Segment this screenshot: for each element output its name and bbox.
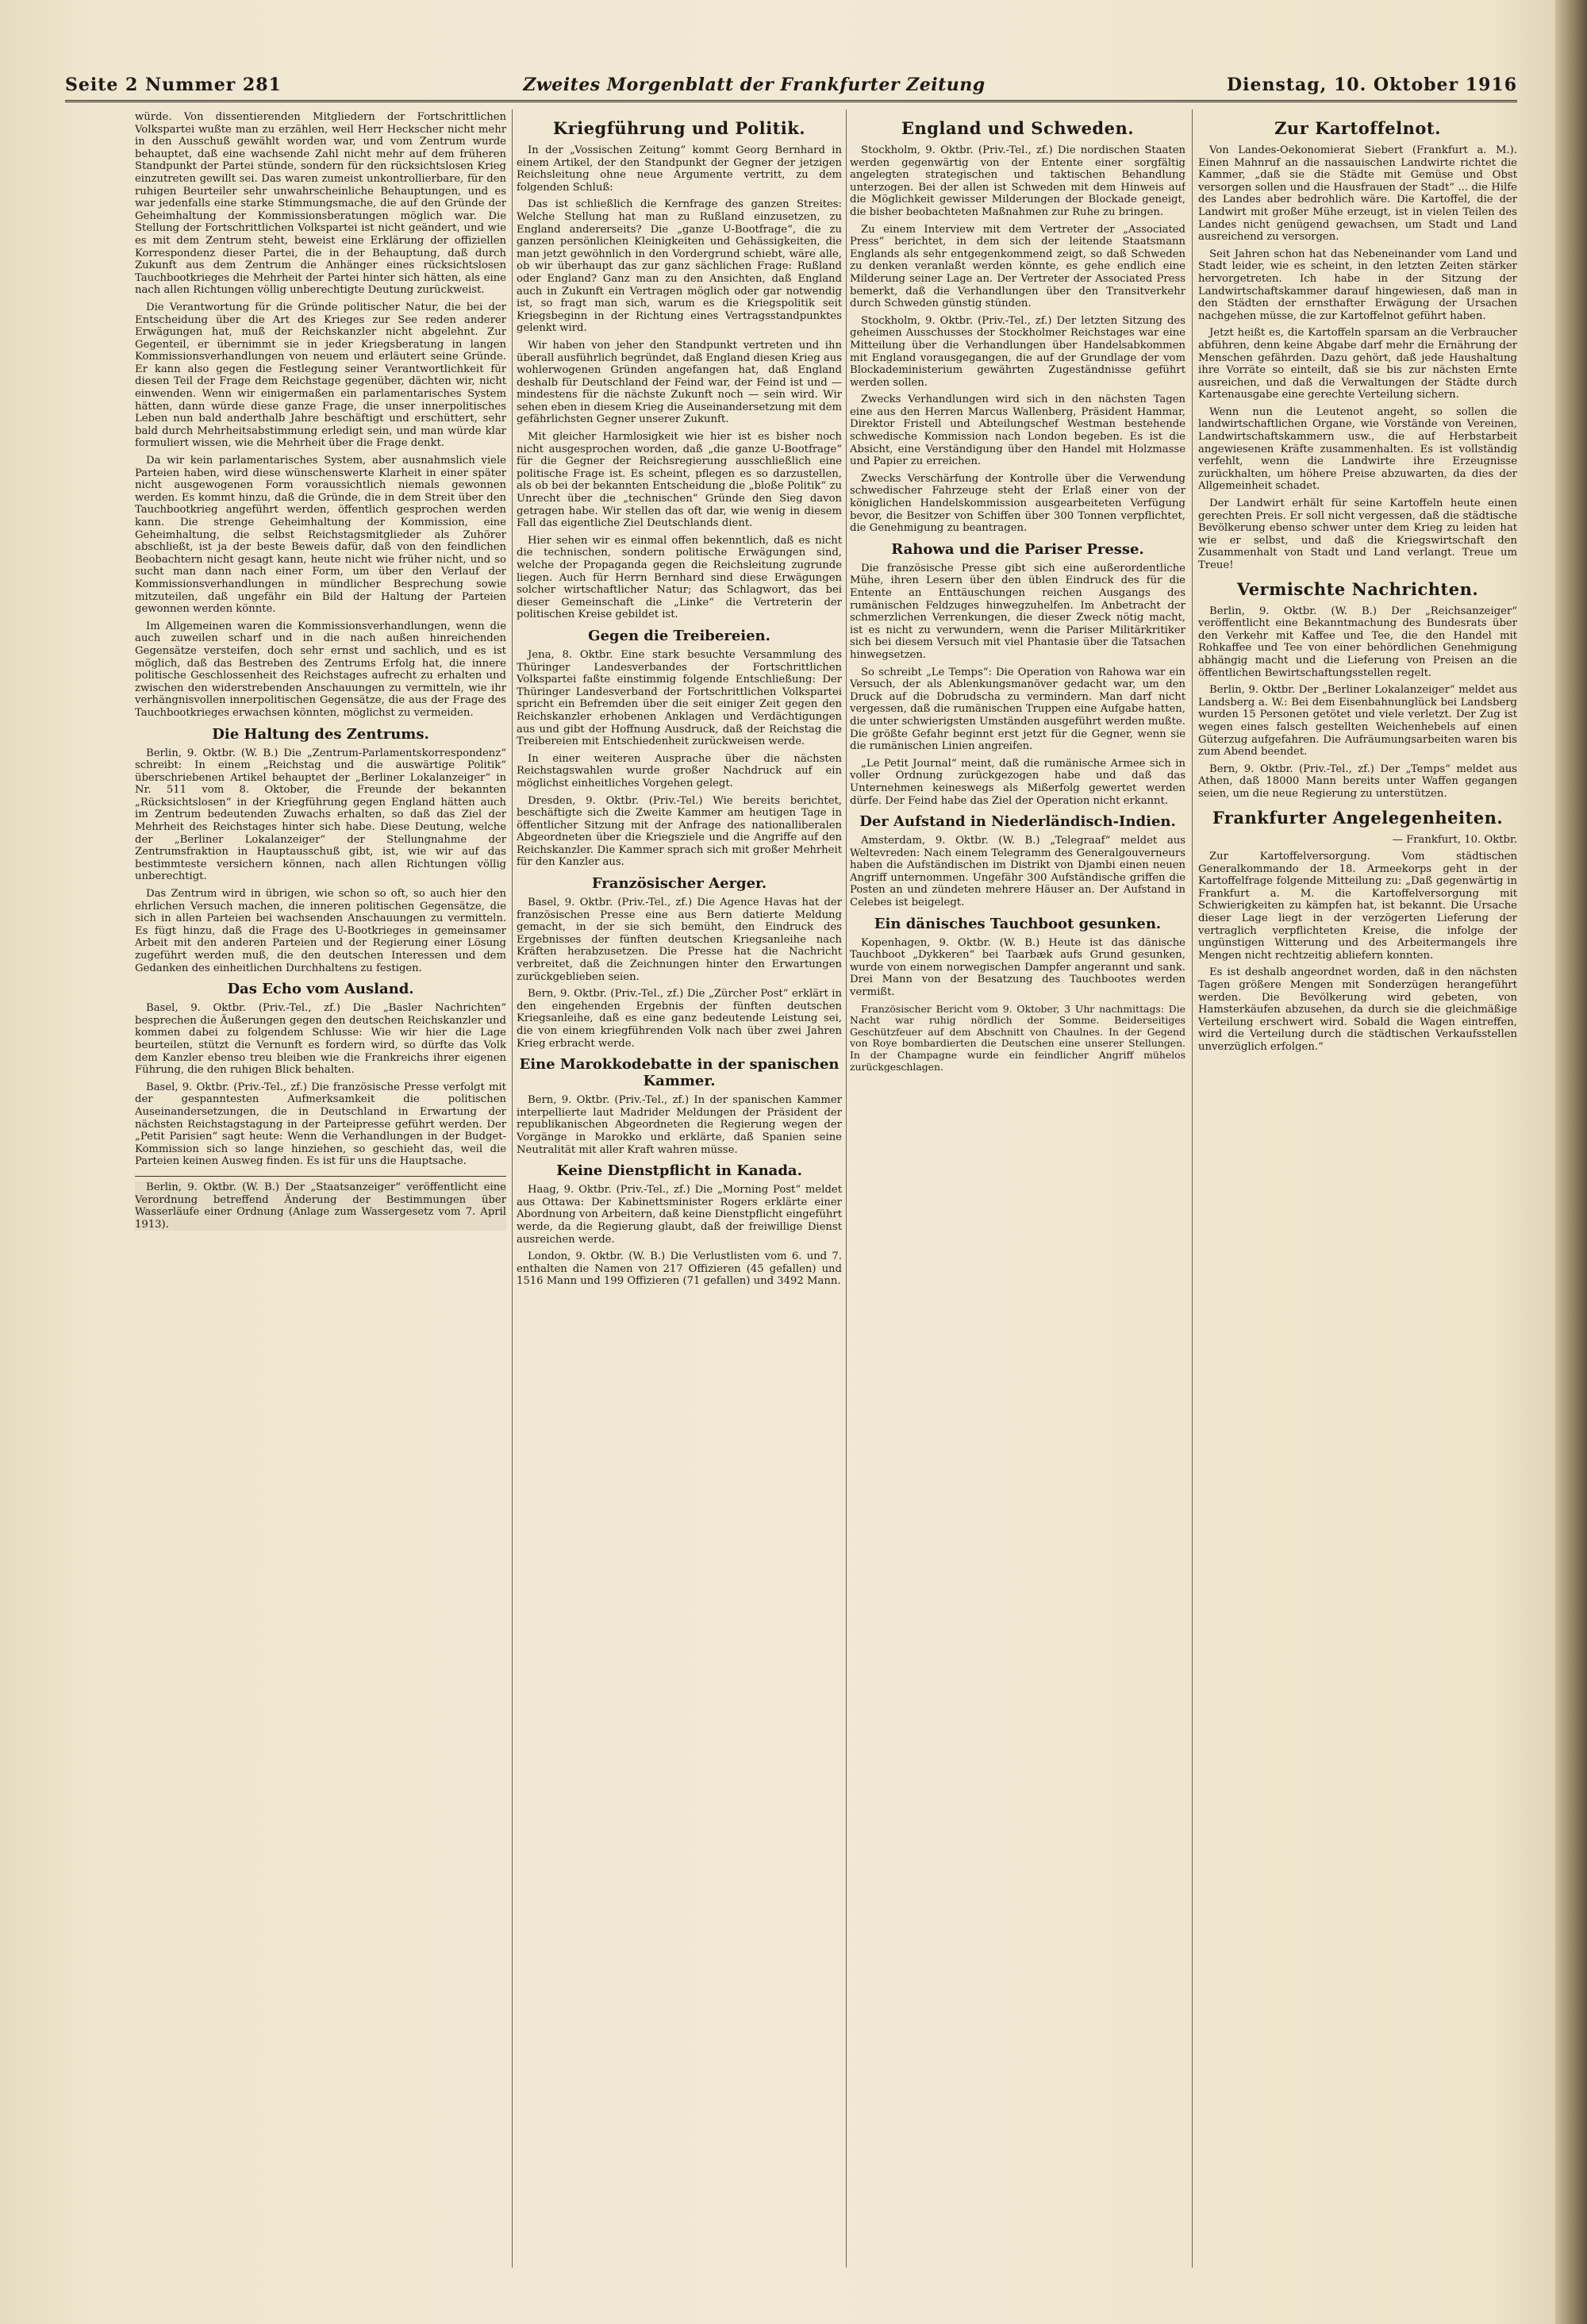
article-headline: Kriegführung und Politik. <box>552 118 806 138</box>
article-paragraph: Stockholm, 9. Oktbr. (Priv.-Tel., zf.) Die nordischen Staaten werden gegenwärtig von der Entente einer sorgfältig angelegten strategischen und taktischen Behandlung unterzogen. Bei der allen ist Schweden mit dem Hinweis auf die Möglichkeit gewisser Milderungen der Blockade geneigt, die bisher beobachteten Maßnahmen zur Ruhe zu bringen. <box>850 144 1185 218</box>
column-1 <box>135 111 506 2269</box>
article-paragraph: Wir haben von jeher den Standpunkt vertreten und ihn überall ausführlich begründet, daß England diesen Krieg aus wohlerwogenen Gründen angefangen hat, daß England deshalb für Deutschland der Feind war, der Feind ist und — mindestens für die nächste Zukunft noch — sein wird. Wir sehen eben in diesem Krieg die Auseinandersetzung mit dem gefährlichsten Gegner unserer Zukunft. <box>517 339 842 426</box>
article-paragraph: Hier sehen wir es einmal offen bekenntlich, daß es nicht die technischen, sondern politische Erwägungen sind, welche der Propaganda gegen die Reichsleitung zugrunde liegen. Auch für Herrn Bernhard sind diese Erwägungen solcher wirtschaftlicher Natur; das Schlagwort, das bei dieser Gemeinschaft die „Linke“ die Vertreterin der politischen Kreise gebildet ist. <box>517 534 842 621</box>
article-paragraph: Dresden, 9. Oktbr. (Priv.-Tel.) Wie bereits berichtet, beschäftigte sich die Zweite Kammer am heutigen Tage in öffentlicher Sitzung mit der Anfrage des nationalliberalen Abgeordneten über die Kriegsziele und die Angriffe auf den Reichskanzler. Die Kammer sprach sich mit großer Mehrheit für den Kanzler aus. <box>517 794 842 869</box>
article-paragraph: So schreibt „Le Temps“: Die Operation von Rahowa war ein Versuch, der als Ablenkungsmanöver gedacht war, um den Druck auf die Dobrudscha zu vermindern. Man darf nicht vergessen, daß die rumänischen Truppen eine Aufgabe hatten, die unter schwierigsten Umständen ausgeführt werden mußte. Die größte Gefahr beginnt erst jetzt für die Gegner, wenn sie die rumänischen Linien angreifen. <box>850 666 1185 753</box>
section-heading: Rahowa und die Pariser Presse. <box>891 540 1144 558</box>
article-paragraph: In der „Vossischen Zeitung“ kommt Georg Bernhard in einem Artikel, der den Standpunkt der Gegner der jetzigen Reichsleitung ohne neue Argumente vertritt, zu dem folgenden Schluß: <box>517 144 842 194</box>
article-paragraph: Das Zentrum wird in übrigen, wie schon so oft, so auch hier den ehrlichen Versuch machen, die inneren politischen Gegensätze, die sich in allen Parteien bei wachsenden Anschauungen zu vermitteln. Es fügt hinzu, daß die Frage des U-Bootkrieges in gemeinsamer Arbeit mit den anderen Parteien und der Regierung einer Lösung zugeführt werden muß, die den deutschen Interessen und dem Gedanken des einheitlichen Durchhaltens zu festigen. <box>135 888 506 974</box>
column-4 <box>1198 111 1517 2269</box>
article-paragraph: Die Verantwortung für die Gründe politischer Natur, die bei der Entscheidung über die Art des Krieges zur See reden anderer Erwägungen hat, muß der Reichskanzler nicht abgelehnt. Zur Gegenteil, er übernimmt sie in jeder Kriegsberatung in langen Kommissionsverhandlungen von neuem und erläutert seine Gründe. Er kann also gegen die Festlegung seiner Verantwortlichkeit für diesen Teil der Frage dem Reichstage gegenüber, dächten wir, nicht einwenden. Wenn wir einigermaßen ein parlamentarisches System hätten, dann würde diese ganze Frage, die unser innerpolitisches Leben nun bald anderthalb Jahre beschäftigt und erschüttert, sehr bald durch Mehrheitsabstimmung erledigt sein, und man würde klar formuliert wissen, wie die Mehrheit über die Frage denkt. <box>135 301 506 450</box>
article-paragraph: London, 9. Oktbr. (W. B.) Die Verlustlisten vom 6. und 7. enthalten die Namen von 217 Offizieren (45 gefallen) und 1516 Mann und 199 Offizieren (71 gefallen) und 3492 Mann. <box>517 1250 842 1288</box>
column-rule <box>512 109 513 2268</box>
section-heading: Keine Dienstpflicht in Kanada. <box>556 1162 802 1180</box>
article-paragraph: Es ist deshalb angeordnet worden, daß in den nächsten Tagen größere Mengen mit Sonderzügen herangeführt werden. Die Bevölkerung wird gebeten, von Hamsterkäufen abzusehen, da durch sie die gleichmäßige Verteilung erschwert wird. Sobald die Wagen eintreffen, wird die Verteilung durch die städtischen Verkaufsstellen unverzüglich erfolgen.“ <box>1198 966 1517 1053</box>
article-paragraph: Amsterdam, 9. Oktbr. (W. B.) „Telegraaf“ meldet aus Weltevreden: Nach einem Telegramm des Generalgouverneurs haben die Aufständischen im Distrikt von Djambi einen neuen Angriff unternommen. Ungefähr 300 Aufständische griffen die Posten an und zündeten mehrere Häuser an. Der Aufstand in Celebes ist beigelegt. <box>850 835 1185 909</box>
article-paragraph: Jetzt heißt es, die Kartoffeln sparsam an die Verbraucher abführen, denn keine Abgabe darf mehr die Ernährung der Menschen gefährden. Dazu gehört, daß jede Haushaltung ihre Vorräte so einteilt, daß sie bis zur nächsten Ernte ausreichen, und daß die Verwaltungen der Städte durch Kartenausgabe eine gerechte Verteilung sichern. <box>1198 327 1517 401</box>
column-3 <box>850 111 1185 2269</box>
article-headline: England und Schweden. <box>901 118 1135 138</box>
binding-gutter <box>1555 0 1587 2324</box>
article-paragraph: Basel, 9. Oktbr. (Priv.-Tel., zf.) Die französische Presse verfolgt mit der gespanntesten Aufmerksamkeit die politischen Auseinandersetzungen, die in Deutschland in Erwartung der nächsten Reichstagstagung in der Parteipresse geführt werden. Der „Petit Parisien“ sagt heute: Wenn die Verhandlungen in der Budget-Kommission sich so lange hinziehen, so geschieht das, weil die Parteien keinen Ausweg finden. Es ist für uns die Hauptsache. <box>135 1081 506 1168</box>
issue-date: Dienstag, 10. Oktober 1916 <box>1227 75 1517 95</box>
section-heading: Französischer Aerger. <box>591 875 767 893</box>
column-rule <box>846 109 847 2268</box>
article-paragraph: Basel, 9. Oktbr. (Priv.-Tel., zf.) Die Agence Havas hat der französischen Presse eine aus Bern datierte Meldung gemacht, in der sie sich bemüht, den Eindruck des Ergebnisses der fünften deutschen Kriegsanleihe nach Kräften herabzusetzen. Die Presse hat die Nachricht verbreitet, daß die Zeichnungen hinter den Erwartungen zurückgeblieben seien. <box>517 897 842 983</box>
article-paragraph: Berlin, 9. Oktbr. (W. B.) Die „Zentrum-Parlamentskorrespondenz“ schreibt: In einem „Reichstag und die auswärtige Politik“ überschriebenen Artikel behauptet der „Berliner Lokalanzeiger“ in Nr. 511 vom 8. Oktober, die Freunde der bekannten „Rücksichtslosen“ in der Kriegführung gegen England hätten auch im Zentrum bedeutenden Zuwachs erhalten, so daß das Ziel der Mehrheit des Reichstages hinter sich habe. Diese Deutung, welche der „Berliner Lokalanzeiger“ der Stellungnahme der Zentrumsfraktion in Hauptausschuß gibt, ist, wie wir auf das bestimmteste versichern können, nach allen Richtungen völlig unberechtigt. <box>135 747 506 883</box>
article-paragraph: Berlin, 9. Oktbr. Der „Berliner Lokalanzeiger“ meldet aus Landsberg a. W.: Bei dem Eisenbahnunglück bei Landsberg wurden 15 Personen getötet und viele verletzt. Der Zug ist wegen eines falsch gestellten Weichenhebels auf einen Güterzug aufgefahren. Die Aufräumungsarbeiten waren bis zum Abend beendet. <box>1198 684 1517 759</box>
article-paragraph: Zu einem Interview mit dem Vertreter der „Associated Press“ berichtet, in dem sich der leitende Staatsmann Englands als sehr entgegenkommend zeigt, so daß Schweden zu denken veranlaßt werden könnte, es gehe endlich eine Milderung seiner Lage an. Der Vertreter der Associated Press bemerkt, daß die Verhandlungen über den Transitverkehr durch Schweden günstig stünden. <box>850 223 1185 310</box>
article-paragraph: Zwecks Verhandlungen wird sich in den nächsten Tagen eine aus den Herren Marcus Wallenberg, Präsident Hammar, Direktor Fristell und Abteilungschef Westman bestehende schwedische Kommission nach London begeben. Es ist die Absicht, eine Verständigung über den Handel mit Holzmasse und Papier zu erreichen. <box>850 394 1185 468</box>
article-paragraph: Jena, 8. Oktbr. Eine stark besuchte Versammlung des Thüringer Landesverbandes der Fortschrittlichen Volkspartei faßte einstimmig folgende Entschließung: Der Thüringer Landesverband der Fortschrittlichen Volkspartei spricht ein Befremden über die seit einiger Zeit gegen den Reichskanzler erhobenen Anklagen und Verdächtigungen aus und gibt der Hoffnung Ausdruck, daß der Reichstag die Treibereien mit Entschiedenheit zurückweisen werde. <box>517 648 842 748</box>
article-paragraph: Im Allgemeinen waren die Kommissionsverhandlungen, wenn die auch zuweilen scharf und in die nach außen hinreichenden Gegensätze versteifen, doch sehr ernst und sachlich, und es ist möglich, daß das Bestreben des Zentrums Erfolg hat, die innere politische Geschlossenheit des Reichstages aufrecht zu erhalten und zwischen den widerstrebenden Anschauungen zu vermitteln, wie ihr verhängnisvollen innerpolitischen Gegensätze, die aus der Frage des Tauchbootkrieges erwachsen könnten, möglichst zu vermeiden. <box>135 620 506 719</box>
article-headline: Frankfurter Angelegenheiten. <box>1212 807 1504 828</box>
article-paragraph: Berlin, 9. Oktbr. (W. B.) Der „Staatsanzeiger“ veröffentlicht eine Verordnung betreffend Änderung der Bestimmungen über Wasserläufe einer Ordnung (Anlage zum Wassergesetz vom 7. April 1913). <box>135 1181 506 1231</box>
article-paragraph: Von Landes-Oekonomierat Siebert (Frankfurt a. M.). Einen Mahnruf an die nassauischen Landwirte richtet die Kammer, „daß sie die Städte mit Gemüse und Obst versorgen sollen und die Hausfrauen der Stadt“ ... die Hilfe des Landes aber bedrohlich wäre. Die Kartoffel, die der Landwirt mit großer Mühe erzeugt, ist in vielen Teilen des Landes nicht genügend gewachsen, um Stadt und Land ausreichend zu versorgen. <box>1198 144 1517 244</box>
article-headline: Zur Kartoffelnot. <box>1274 118 1441 138</box>
article-paragraph: Bern, 9. Oktbr. (Priv.-Tel., zf.) Der „Temps“ meldet aus Athen, daß 18000 Mann bereits unter Waffen gegangen seien, um die neue Regierung zu unterstützen. <box>1198 763 1517 800</box>
article-paragraph: Bern, 9. Oktbr. (Priv.-Tel., zf.) In der spanischen Kammer interpellierte laut Madrider Meldungen der Präsident der republikanischen Abgeordneten die Regierung wegen der Vorgänge in Marokko und erklärte, daß Spanien seine Neutralität mit aller Kraft wahren müsse. <box>517 1094 842 1156</box>
article-paragraph: Bern, 9. Oktbr. (Priv.-Tel., zf.) Die „Zürcher Post“ erklärt in den eingehenden Ergebnis der fünften deutschen Kriegsanleihe, daß es eine ganz bedeutende Leistung sei, die von einem kriegführenden Volk nach über zwei Jahren Krieg erbracht werde. <box>517 988 842 1050</box>
article-paragraph: Französischer Bericht vom 9. Oktober, 3 Uhr nachmittags: Die Nacht war ruhig nördlich der Somme. Beiderseitiges Geschützfeuer auf dem Abschnitt von Chaulnes. In der Gegend von Roye bombardierten die Deutschen eine unserer Stellungen. In der Champagne wurde ein feindlicher Angriff mühelos zurückgeschlagen. <box>850 1002 1185 1073</box>
article-paragraph: Zur Kartoffelversorgung. Vom städtischen Generalkommando der 18. Armeekorps geht in der Kartoffelfrage folgende Mitteilung zu: „Daß gegenwärtig in Frankfurt a. M. die Kartoffelversorgung mit Schwierigkeiten zu kämpfen hat, ist bekannt. Die Ursache dieser Lage liegt in der verzögerten Lieferung der vertraglich verpflichteten Kreise, die infolge der ungünstigen Witterung und des Arbeitermangels ihre Mengen nicht rechtzeitig abliefern konnten. <box>1198 851 1517 962</box>
article-paragraph: Basel, 9. Oktbr. (Priv.-Tel., zf.) Die „Basler Nachrichten“ besprechen die Äußerungen gegen den deutschen Reichskanzler und kommen dabei zu folgendem Schlusse: Wie wir hier die Lage beurteilen, stützt die Vernunft es fordern wird, so dürfte das Volk dem Kanzler ebenso treu bleiben wie die Frankreichs ihrer eigenen Führung, die den ruhigen Blick behalten. <box>135 1002 506 1077</box>
page-number: Seite 2 Nummer 281 <box>65 75 282 95</box>
dateline: — Frankfurt, 10. Oktbr. <box>1392 833 1517 846</box>
column-2 <box>517 111 842 2269</box>
article-paragraph: Die französische Presse gibt sich eine außerordentliche Mühe, ihren Lesern über den üblen Eindruck des für die Entente an Enttäuschungen reichen Ausgangs des rumänischen Feldzuges hinwegzuhelfen. Im Anbetracht der schmerzlichen Verrenkungen, die dieser Zweck nötig macht, ist es nicht zu verwundern, wenn die Pariser Militärkritiker sich bei diesem Versuch mit viel Phantasie über die Tatsachen hinwegsetzen. <box>850 562 1185 661</box>
page-header <box>65 70 1517 102</box>
article-paragraph: Kopenhagen, 9. Oktbr. (W. B.) Heute ist das dänische Tauchboot „Dykkeren“ bei Taarbæk aufs Grund gesunken, wurde von einem norwegischen Dampfer angerannt und sank. Drei Mann von der Besatzung des Tauchbootes werden vermißt. <box>850 936 1185 999</box>
section-heading: Gegen die Treibereien. <box>588 627 770 644</box>
article-paragraph: Wenn nun die Leutenot angeht, so sollen die landwirtschaftlichen Organe, wie Vorstände von Vereinen, Landwirtschaftskammern usw., die auf Herbstarbeit angewiesenen Kräfte zusammenhalten. Es ist vollständig verfehlt, wenn die Landwirte ihre Erzeugnisse zurückhalten, um höhere Preise abzuwarten, da dies der Allgemeinheit schadet. <box>1198 405 1517 493</box>
article-paragraph: Haag, 9. Oktbr. (Priv.-Tel., zf.) Die „Morning Post“ meldet aus Ottawa: Der Kabinettsminister Rogers erklärte einer Abordnung von Arbeitern, daß keine Dienstpflicht eingeführt werde, da die Regierung glaubt, daß der freiwillige Dienst ausreichen werde. <box>517 1184 842 1246</box>
article-paragraph: würde. Von dissentierenden Mitgliedern der Fortschrittlichen Volkspartei wußte man zu erzählen, weil Herr Heckscher nicht mehr in den Ausschuß gewählt worden war, und vom Zentrum wurde behauptet, daß eine wachsende Zahl nicht mehr auf dem früheren Standpunkt der Partei stünde, sondern für den rücksichtslosen Krieg einzutreten gewillt sei. Das waren zumeist unkontrollierbare, für den ruhigen Beurteiler sehr unwahrscheinliche Behauptungen, und es war jedenfalls eine starke Stimmungsmache, die auf den Gründe der Geheimhaltung der Kommissionsberatungen möglich war. Die Stellung der Fortschrittlichen Volkspartei ist nicht geändert, und wie es mit dem Zentrum steht, beweist eine Erklärung der offiziellen Korrespondenz dieser Partei, die in der Behauptung, daß durch Zukunft aus dem Zentrum die Anhänger eines rücksichtslosen Tauchbootkrieges die Mehrheit der Partei hinter sich hätten, als eine nach allen Richtungen völlig unberechtigte Deutung zurückweist. <box>135 111 506 297</box>
article-paragraph: „Le Petit Journal“ meint, daß die rumänische Armee sich in voller Ordnung zurückgezogen habe und daß das Unternehmen keineswegs als Mißerfolg gewertet werden dürfe. Der Feind habe das Ziel der Operation nicht erkannt. <box>850 757 1185 807</box>
article-paragraph: Seit Jahren schon hat das Nebeneinander vom Land und Stadt leider, wie es scheint, in den letzten Zeiten stärker hervorgetreten. Ich habe in der Sitzung der Landwirtschaftskammer darauf hingewiesen, daß man in den Städten der ernsthafter Erwägung der Ursachen nachgehen müsse, die zur Kartoffelnot geführt haben. <box>1198 248 1517 322</box>
section-heading: Eine Marokkodebatte in der spanischen Kammer. <box>519 1056 840 1090</box>
article-paragraph: Mit gleicher Harmlosigkeit wie hier ist es bisher noch nicht ausgesprochen worden, daß „die ganze U-Bootfrage“ für die Gegner der Reichsregierung ausschließlich eine politische Frage ist. Es scheint, pflegen es so darzustellen, als ob bei der bekannten Entscheidung die „bloße Politik“ zu Unrecht über die „technischen“ Gründe den Sieg davon getragen habe. Wir stellen das oft dar, wie wenig in diesem Fall das eigentliche Ziel Deutschlands dient. <box>517 431 842 530</box>
section-heading: Die Haltung des Zentrums. <box>212 725 429 743</box>
article-paragraph: Zwecks Verschärfung der Kontrolle über die Verwendung schwedischer Fahrzeuge steht der Erlaß einer von der königlichen Handelskommission ausgearbeiteten Verfügung bevor, die Besitzer von Schiffen über 300 Tonnen verpflichtet, die Genehmigung zu beantragen. <box>850 472 1185 535</box>
article-paragraph: Der Landwirt erhält für seine Kartoffeln heute einen gerechten Preis. Er soll nicht vergessen, daß die städtische Bevölkerung ebenso schwer unter dem Krieg zu leiden hat wie er selbst, und daß die Kriegswirtschaft den Zusammenhalt von Stadt und Land verlangt. Treue um Treue! <box>1198 497 1517 571</box>
article-paragraph: Da wir kein parlamentarisches System, aber ausnahmslich viele Parteien haben, wird diese wünschenswerte Klarheit in einer später nicht ausgewogenen Form voraussichtlich niemals gewonnen werden. Es kommt hinzu, daß die Gründe, die in dem Streit über den Tauchbootkrieg angeführt werden, öffentlich gesprochen werden kann. Die strenge Geheimhaltung der Kommission, eine Geheimhaltung, die selbst Reichstagsmitglieder als Zuhörer abschließt, ist ja der beste Beweis dafür, daß von den feindlichen Beobachtern nicht gesagt kann, heute nicht wie früher nicht, und so sucht man dann nach einer Form, um über den Verlauf der Kommissionsverhandlungen in mündlicher Besprechung sowie mitzuteilen, daß ungefähr ein Bild der Haltung der Parteien gewonnen werden könnte. <box>135 455 506 616</box>
notice-block <box>135 1176 506 1231</box>
article-paragraph: Berlin, 9. Oktbr. (W. B.) Der „Reichsanzeiger“ veröffentlicht eine Bekanntmachung des Bundesrats über den Verkehr mit Kaffee und Tee, die den Handel mit Rohkaffee und Tee von einer behördlichen Genehmigung abhängig macht und die Lieferung von Preisen an die öffentlichen Bewirtschaftungsstellen regelt. <box>1198 605 1517 679</box>
column-rule <box>1192 109 1193 2268</box>
masthead-title: Zweites Morgenblatt der Frankfurter Zeitung <box>523 75 986 95</box>
article-paragraph: Das ist schließlich die Kernfrage des ganzen Streites: Welche Stellung hat man zu Rußland einzusetzen, zu England andererseits? Die „ganze U-Bootfrage“, die zu ganzen persönlichen Kleinigkeiten und Gehässigkeiten, die man jetzt gewöhnlich in den Vordergrund schiebt, wäre alle, ob wir überhaupt das zur ganz sächlichen Frage: Rußland oder England? Ganz man zu den Ansichten, daß England auch in Zukunft ein Vertragen möglich oder gar notwendig ist, so fragt man sich, warum es die Kriegspolitik seit Kriegsbeginn in der Richtung eines Vertragsstandpunktes gelenkt wird. <box>517 198 842 335</box>
section-heading: Das Echo vom Ausland. <box>227 981 414 998</box>
article-paragraph: In einer weiteren Ausprache über die nächsten Reichstagswahlen wurde großer Nachdruck auf ein möglichst einheitliches Vorgehen gelegt. <box>517 752 842 789</box>
article-paragraph: Stockholm, 9. Oktbr. (Priv.-Tel., zf.) Der letzten Sitzung des geheimen Ausschusses der Stockholmer Reichstages war eine Mitteilung über die Verhandlungen über Handelsabkommen mit England vorausgegangen, die auf der Grundlage der vom Blockadeministerium gewährten Zugeständnisse geführt werden sollen. <box>850 314 1185 389</box>
article-headline: Vermischte Nachrichten. <box>1236 578 1479 599</box>
section-heading: Ein dänisches Tauchboot gesunken. <box>874 915 1162 932</box>
section-heading: Der Aufstand in Niederländisch-Indien. <box>859 813 1176 831</box>
